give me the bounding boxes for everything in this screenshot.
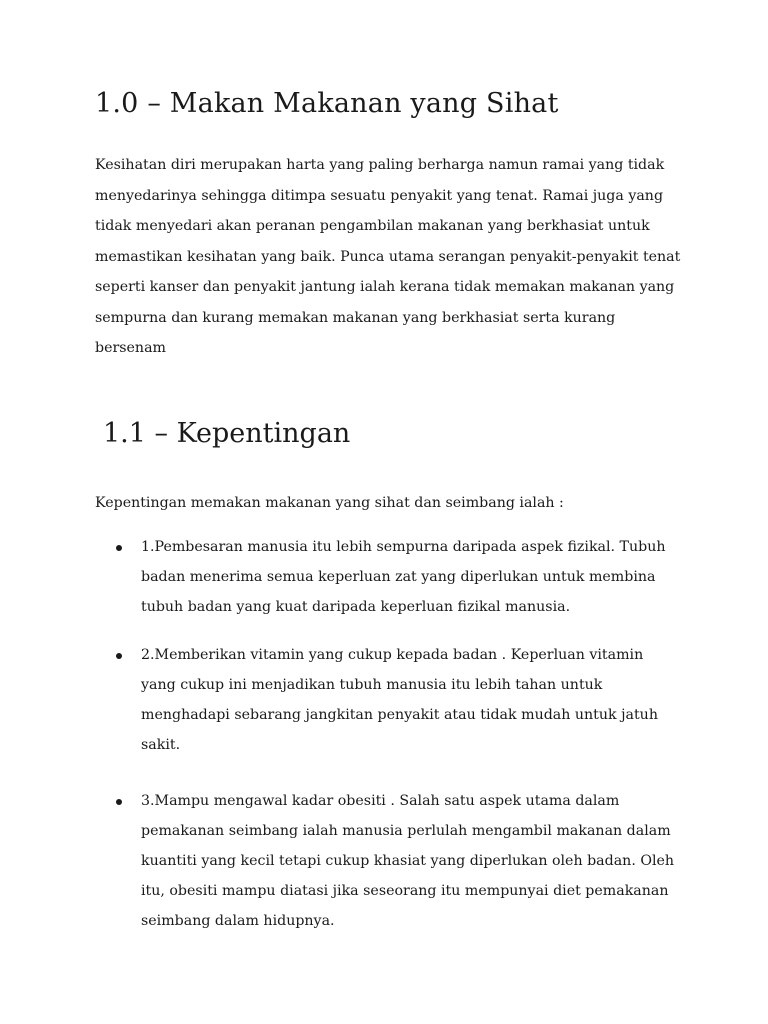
intro-paragraph: Kesihatan diri merupakan harta yang paling berharga namun ramai yang tidak menyedarinya sehingga ditimpa sesuatu penyakit yang tenat. Ramai juga yang tidak menyedari akan peranan pengambilan makanan yang berkhasiat untuk memastikan kesihatan yang baik. Punca utama serangan penyakit-penyakit tenat seperti kanser dan penyakit jantung ialah kerana tidak memakan makanan yang sempurna dan kurang memakan makanan yang berkhasiat serta kurang bersenam bbox=[95, 157, 681, 356]
list-item-text: 2.Memberikan vitamin yang cukup kepada badan . Keperluan vitamin yang cukup ini menjadikan tubuh manusia itu lebih tahan untuk menghadapi sebarang jangkitan penyakit atau tidak mudah untuk jatuh sakit. bbox=[141, 647, 658, 753]
list-intro-text: Kepentingan memakan makanan yang sihat dan seimbang ialah : bbox=[95, 495, 564, 511]
bullet-icon bbox=[116, 799, 122, 805]
bullet-icon bbox=[116, 545, 122, 551]
list-item-text: 3.Mampu mengawal kadar obesiti . Salah satu aspek utama dalam pemakanan seimbang ialah manusia perlulah mengambil makanan dalam kuantiti yang kecil tetapi cukup khasiat yang diperlukan oleh badan. Oleh itu, obesiti mampu diatasi jika seseorang itu mempunyai diet pemakanan seimbang dalam hidupnya. bbox=[141, 793, 675, 929]
bullet-icon bbox=[116, 653, 122, 659]
section-heading-makan: 1.0 – Makan Makanan yang Sihat bbox=[95, 88, 559, 119]
section-heading-kepentingan: 1.1 – Kepentingan bbox=[103, 418, 351, 449]
list-item-text: 1.Pembesaran manusia itu lebih sempurna daripada aspek fizikal. Tubuh badan menerima semua keperluan zat yang diperlukan untuk membina tubuh badan yang kuat daripada keperluan fizikal manusia. bbox=[141, 539, 666, 615]
